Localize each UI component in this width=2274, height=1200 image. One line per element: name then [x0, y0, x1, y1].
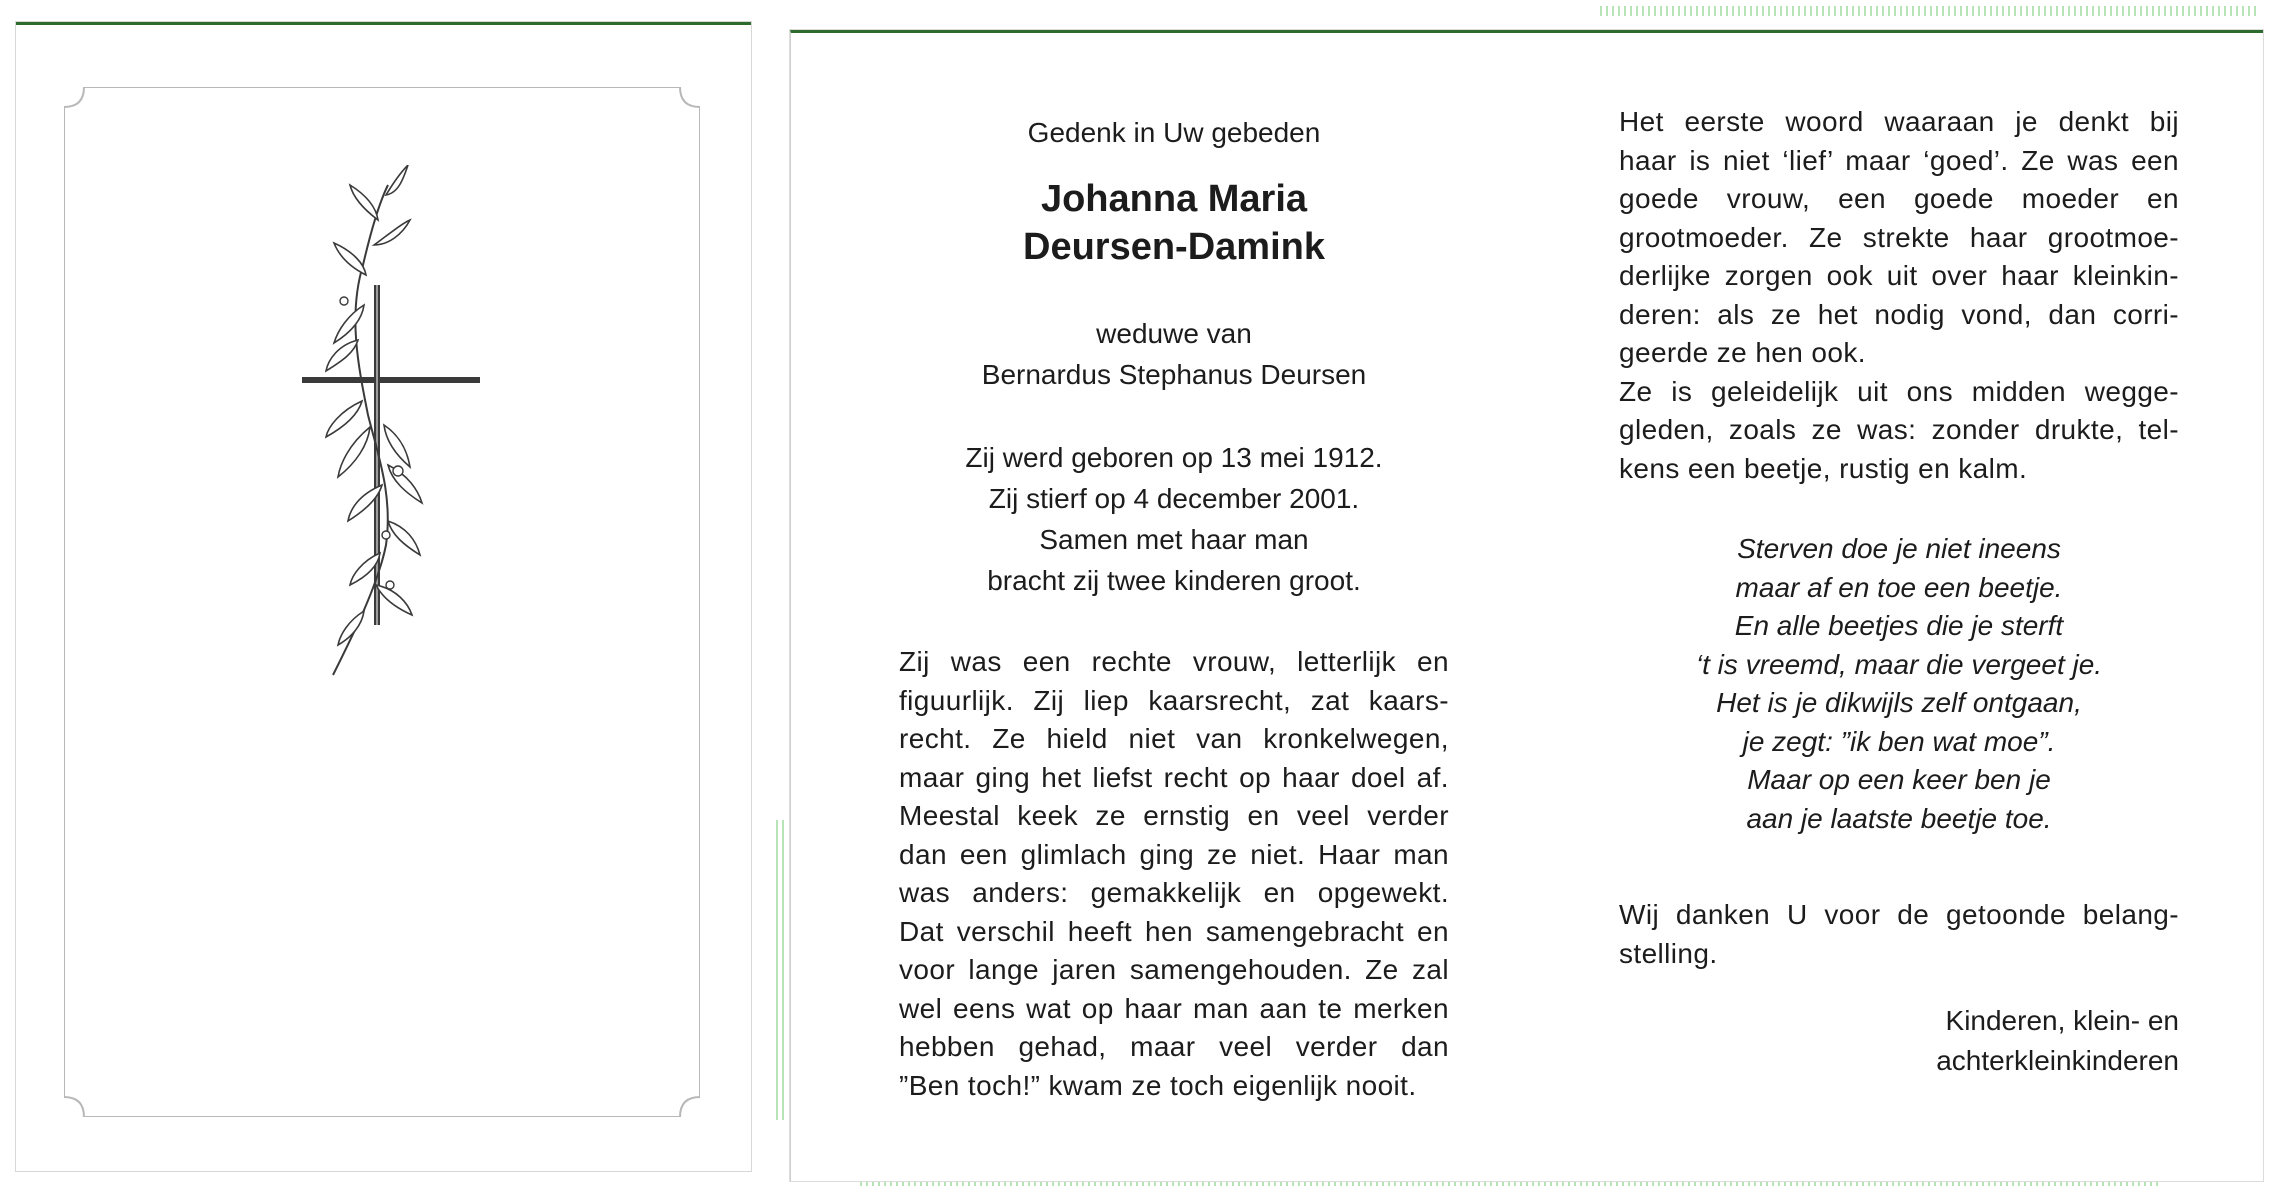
- poem-line: Het is je dikwijls zelf ontgaan,: [1716, 687, 2082, 718]
- cross-with-olive-branch-icon: [278, 165, 498, 685]
- text-line: recht. Ze hield niet van kronkelwegen,: [899, 723, 1449, 754]
- text-line: wel eens wat op haar man aan te merken: [899, 992, 1449, 1024]
- deceased-name-first: Johanna Maria: [1040, 178, 1308, 220]
- poem-line: je zegt: ”ik ben wat moe”.: [1742, 725, 2056, 757]
- poem: [1619, 530, 2179, 838]
- poem-line: ‘t is vreemd, maar die vergeet je.: [1695, 648, 2103, 680]
- text-line: Het eerste woord waaraan je denkt bij: [1619, 106, 2179, 137]
- text-line: ”Ben toch!” kwam ze toch eigenlijk nooit.: [899, 1069, 1417, 1101]
- family-line-1: Samen met haar man: [1039, 524, 1309, 555]
- signoff-line: Kinderen, klein- en: [1945, 1005, 2179, 1036]
- text-line: Meestal keek ze ernstig en veel verder: [899, 800, 1449, 831]
- text-line: dan een glimlach ging ze niet. Haar man: [899, 838, 1449, 870]
- right-text-column: [1619, 103, 2179, 1081]
- poem-line: Maar op een keer ben je: [1747, 764, 2051, 795]
- poem-line: En alle beetjes die je sterft: [1734, 610, 2064, 641]
- left-text-column: [899, 113, 1449, 1105]
- text-line: Zij was een rechte vrouw, letterlijk en: [899, 646, 1449, 677]
- signoff: [1619, 1001, 2179, 1081]
- character-paragraph: [1619, 103, 2179, 488]
- spouse-name: Bernardus Stephanus Deursen: [981, 359, 1367, 390]
- text-line: stelling.: [1619, 937, 1718, 969]
- text-line: gleden, zoals ze was: zonder drukte, tel-: [1619, 414, 2179, 445]
- thanks-paragraph: [1619, 896, 2179, 973]
- birth-line: Zij werd geboren op 13 mei 1912.: [965, 442, 1383, 473]
- text-line: kens een beetje, rustig en kalm.: [1619, 452, 2028, 484]
- inner-text-card: [790, 30, 2263, 1181]
- scan-edge-artifact: [776, 820, 786, 1120]
- text-line: grootmoeder. Ze strekte haar grootmoe-: [1619, 221, 2179, 253]
- text-line: voor lange jaren samengehouden. Ze zal: [899, 954, 1449, 985]
- text-line: maar ging het liefst recht op haar doel af.: [899, 761, 1449, 793]
- text-line: geerde ze hen ook.: [1619, 337, 1866, 368]
- text-line: was anders: gemakkelijk en opgewekt.: [899, 877, 1449, 908]
- text-line: derlijke zorgen ook uit over haar kleinkin-: [1619, 260, 2179, 291]
- text-line: goede vrouw, een goede moeder en: [1619, 183, 2179, 214]
- front-card: [16, 22, 751, 1171]
- biography-paragraph: [899, 643, 1449, 1105]
- scan-edge-artifact: [1600, 6, 2260, 16]
- family-line-2: bracht zij twee kinderen groot.: [987, 565, 1361, 596]
- spouse-label: weduwe van: [1096, 318, 1252, 349]
- poem-line: maar af en toe een beetje.: [1735, 571, 2063, 603]
- death-line: Zij stierf op 4 december 2001.: [988, 483, 1360, 514]
- poem-line: Sterven doe je niet ineens: [1737, 533, 2061, 564]
- intro-line: Gedenk in Uw gebeden: [1027, 117, 1321, 148]
- text-line: Ze is geleidelijk uit ons midden wegge-: [1619, 375, 2179, 407]
- deceased-name-last: Deursen-Damink: [1023, 226, 1325, 268]
- text-line: hebben gehad, maar veel verder dan: [899, 1031, 1449, 1062]
- text-line: Wij danken U voor de getoonde belang-: [1619, 899, 2179, 930]
- text-line: figuurlijk. Zij liep kaarsrecht, zat kaars-: [899, 684, 1449, 716]
- poem-line: aan je laatste beetje toe.: [1746, 802, 2052, 834]
- text-line: deren: als ze het nodig vond, dan corri-: [1619, 298, 2179, 330]
- text-line: Dat verschil heeft hen samengebracht en: [899, 915, 1449, 947]
- text-line: haar is niet ‘lief’ maar ‘goed’. Ze was een: [1619, 144, 2179, 176]
- signoff-line: achterkleinkinderen: [1936, 1045, 2179, 1076]
